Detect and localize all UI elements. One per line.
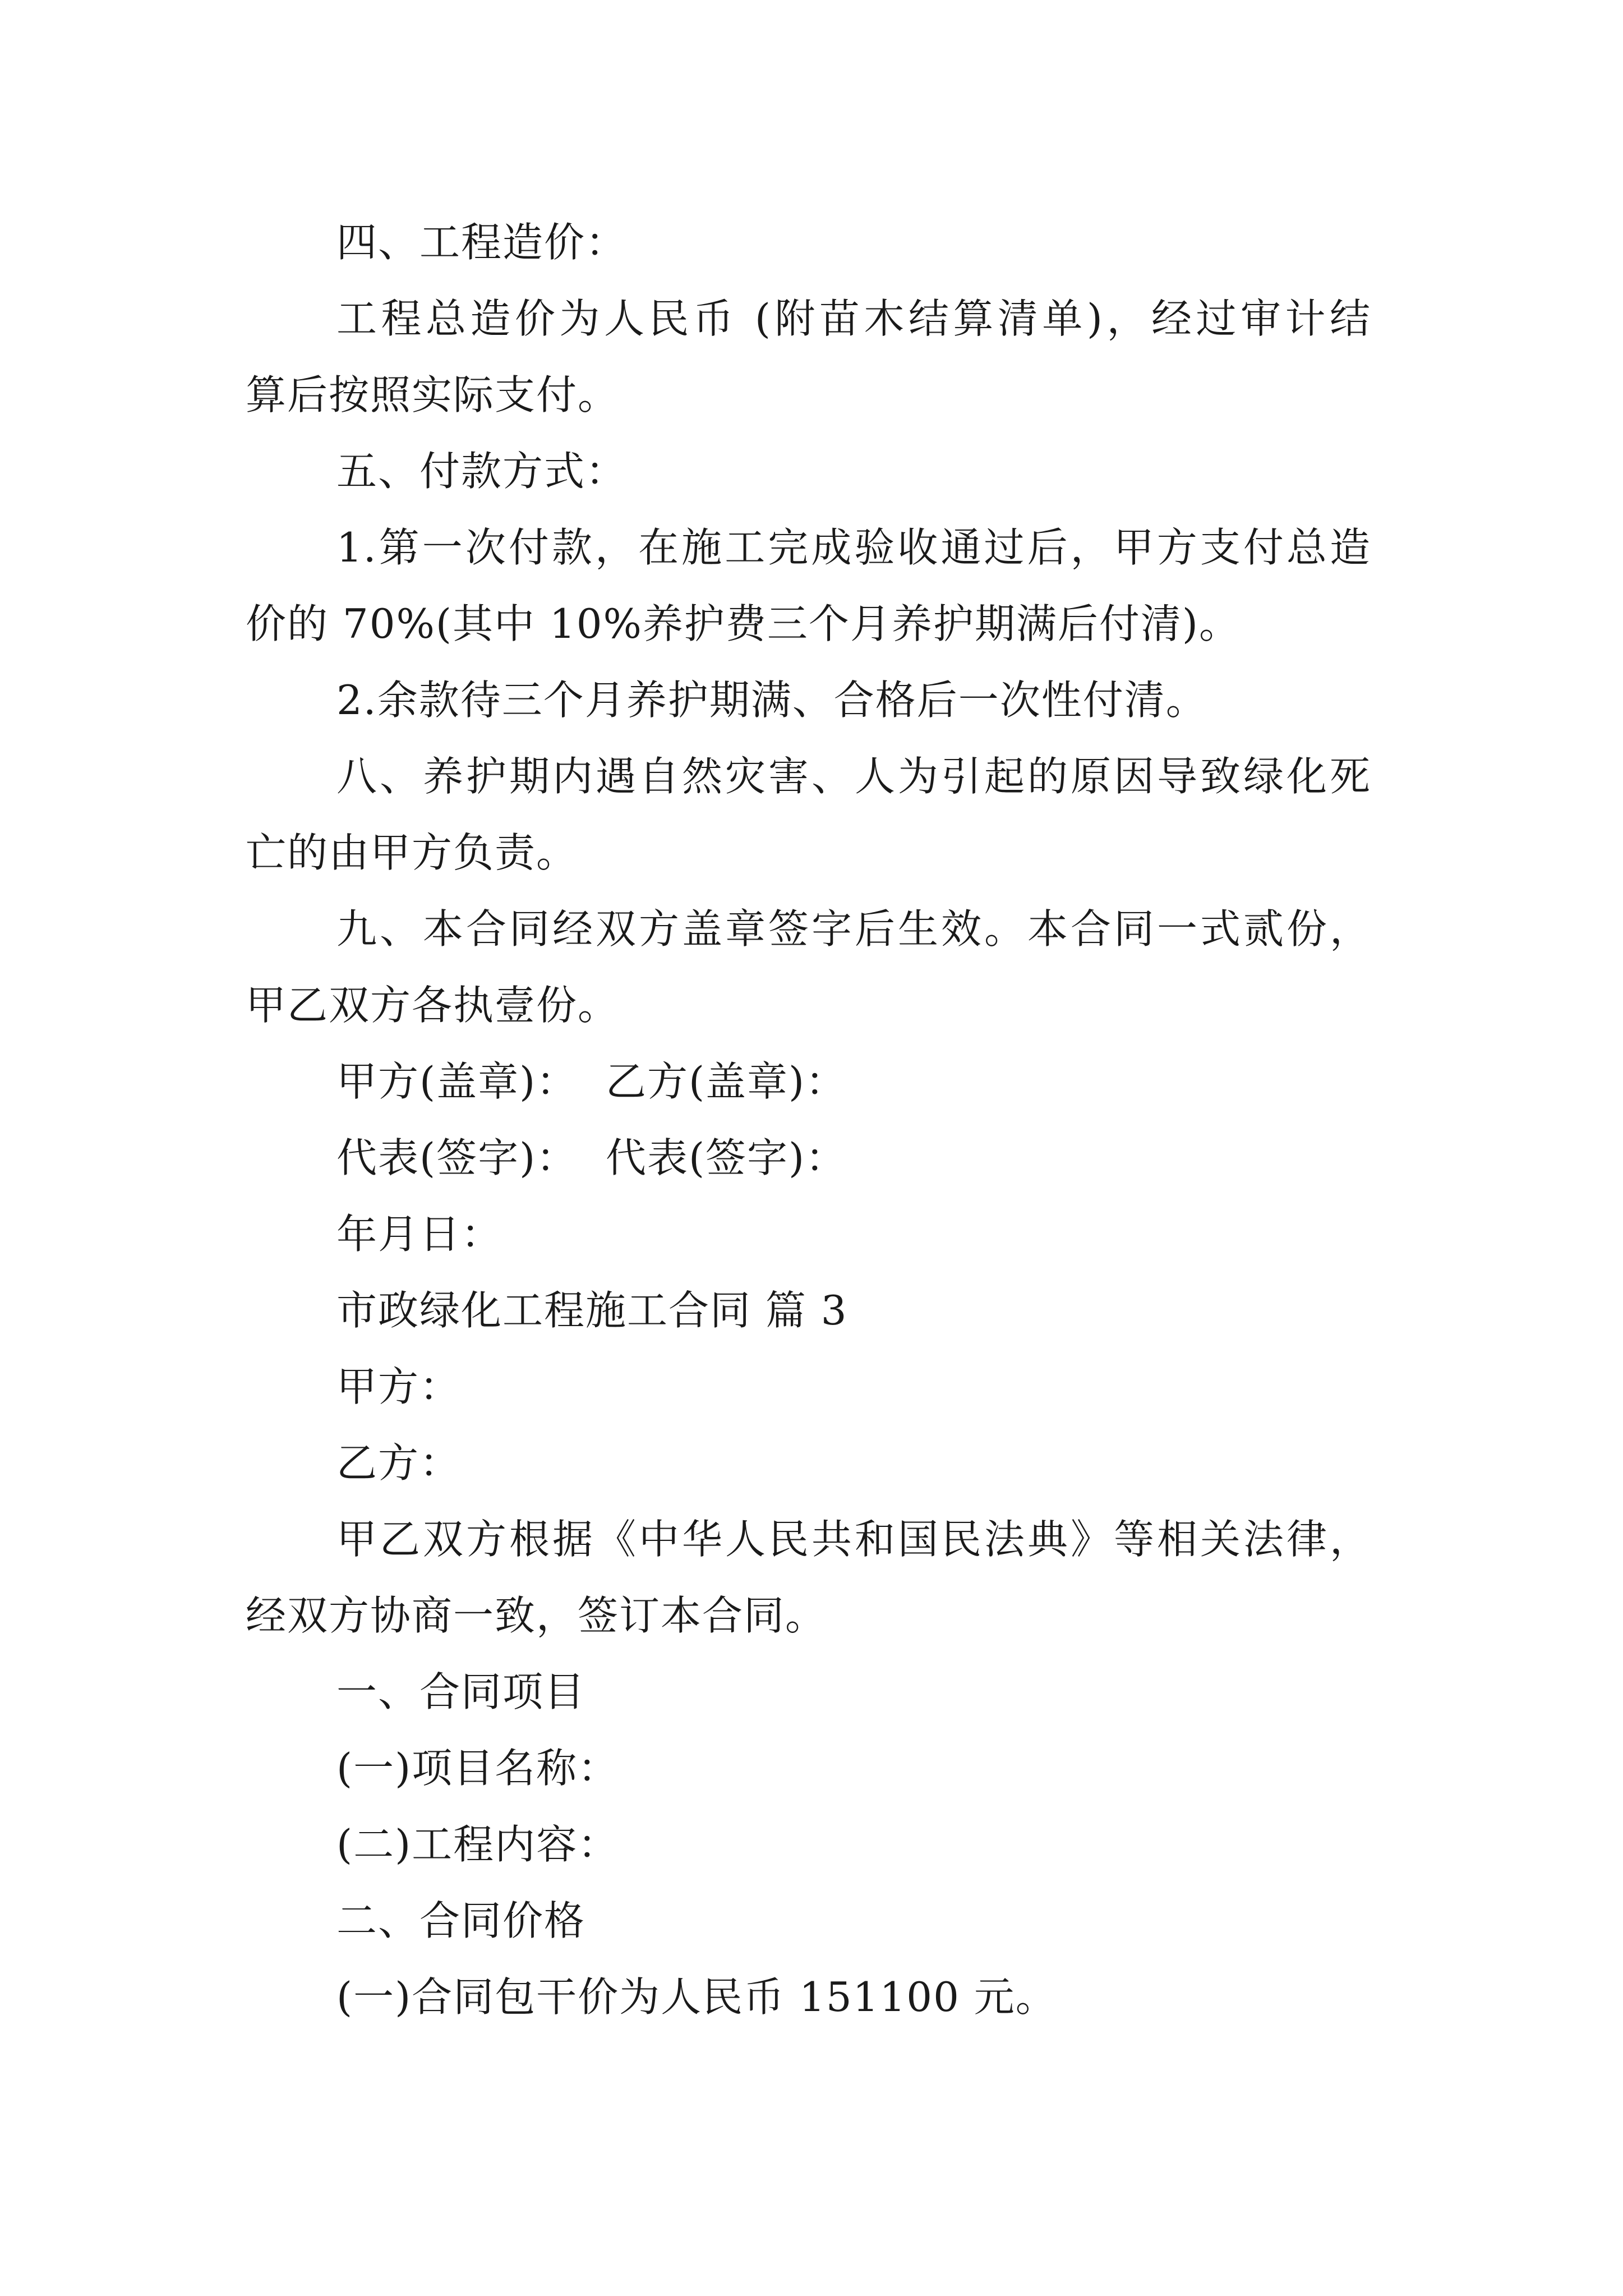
document-title: 市政绿化工程施工合同 篇 3 [336,1287,848,1334]
paragraph-line: 八、养护期内遇自然灾害、人为引起的原因导致绿化死 [336,753,1371,800]
date-line: 年月日： [336,1211,503,1258]
paragraph-line: 价的 70%(其中 10%养护费三个月养护期满后付清)。 [246,600,1241,647]
section-heading-price: 二、合同价格 [336,1897,586,1944]
paragraph-line: 2.余款待三个月养护期满、合格后一次性付清。 [336,677,1207,724]
paragraph-line: 九、本合同经双方盖章签字后生效。本合同一式贰份， [336,905,1371,953]
section-heading-payment: 五、付款方式： [336,448,628,495]
seal-line: 甲方(盖章)： 乙方(盖章)： [336,1058,847,1105]
paragraph-line: 甲乙双方根据《中华人民共和国民法典》等相关法律， [336,1516,1371,1563]
party-b-line: 乙方： [336,1439,462,1487]
section-heading-cost: 四、工程造价： [336,219,628,266]
signature-line: 代表(签字)： 代表(签字)： [336,1134,847,1181]
paragraph-line: 算后按照实际支付。 [246,371,620,418]
paragraph-line: (一)合同包干价为人民币 151100 元。 [336,1973,1057,2021]
party-a-line: 甲方： [336,1363,462,1410]
paragraph-line: 经双方协商一致，签订本合同。 [246,1592,827,1639]
paragraph-line: 甲乙双方各执壹份。 [246,982,620,1029]
paragraph-line: (一)项目名称： [336,1745,620,1792]
paragraph-line: (二)工程内容： [336,1821,620,1868]
paragraph-line: 1.第一次付款，在施工完成验收通过后，甲方支付总造 [336,524,1371,571]
paragraph-line: 亡的由甲方负责。 [246,829,578,876]
section-heading-project: 一、合同项目 [336,1668,586,1715]
paragraph-line: 工程总造价为人民币 (附苗木结算清单)，经过审计结 [336,295,1371,342]
